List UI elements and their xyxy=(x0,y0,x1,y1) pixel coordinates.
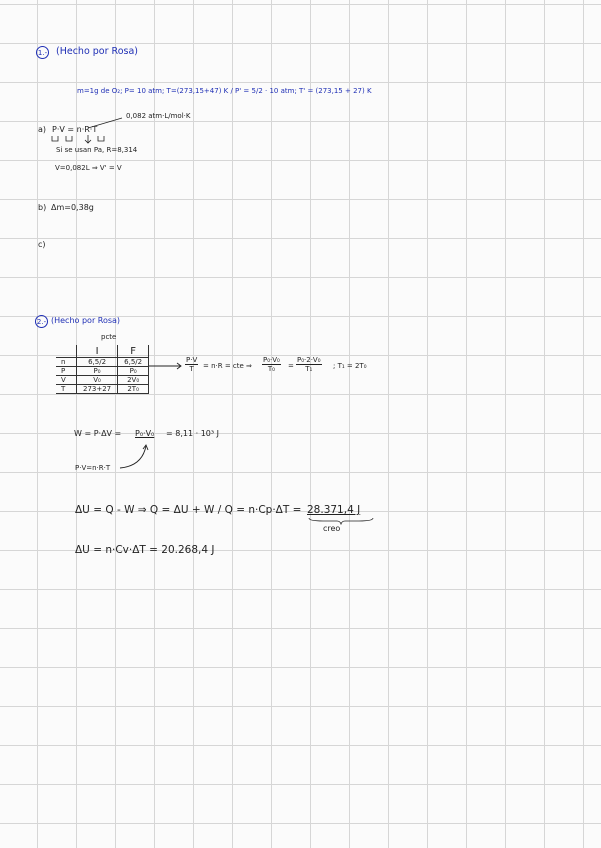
work-prefix: W = P·ΔV = xyxy=(74,429,122,438)
part-b-label: b) xyxy=(38,203,47,212)
curved-arrow-icon xyxy=(114,442,154,472)
table-cell: 273+27 xyxy=(77,385,118,394)
heat-value: 28.371,4 J xyxy=(307,504,361,516)
table-header-cell: F xyxy=(118,345,149,358)
problem-2-title: (Hecho por Rosa) xyxy=(51,316,121,325)
si-se-usan-line: Si se usan Pa, R=8,314 xyxy=(56,146,138,154)
r-value-pointer xyxy=(78,116,128,130)
right-arrow-icon xyxy=(148,362,184,370)
table-cell: 6,5/2 xyxy=(77,358,118,367)
problem-2-number-badge: 2.- xyxy=(35,315,48,328)
table-header-cell: I xyxy=(77,345,118,358)
table-cell: n xyxy=(56,358,77,367)
table-row xyxy=(56,367,149,376)
final-temperature: ; T₁ = 2T₀ xyxy=(333,362,367,370)
table-cell: P₀ xyxy=(77,367,118,376)
part-b-value: Δm=0,38g xyxy=(51,203,94,212)
fraction-pv-over-t: $\frac{P\cdot V}{T}$ xyxy=(186,356,198,373)
part-a-formula: P·V = n·R·T xyxy=(52,125,98,134)
state-table xyxy=(56,345,149,394)
table-header-row xyxy=(56,345,149,358)
equals-sign: = xyxy=(288,362,294,370)
table-cell: P xyxy=(56,367,77,376)
work-underlined-term: P₀·V₀ xyxy=(135,429,155,438)
r-value-note: 0,082 atm·L/mol·K xyxy=(126,112,191,120)
table-row xyxy=(56,385,149,394)
underbrace-mark xyxy=(307,517,375,525)
pcte-label: pcte xyxy=(101,333,117,341)
table-cell: 6,5/2 xyxy=(118,358,149,367)
table-cell: 2V₀ xyxy=(118,376,149,385)
problem-title: (Hecho por Rosa) xyxy=(56,46,139,57)
table-row xyxy=(56,358,149,367)
constant-equation: = n·R = cte ⇒ xyxy=(203,362,252,370)
table-row xyxy=(56,376,149,385)
problem-number-badge: 1.- xyxy=(36,46,49,59)
fraction-final-state: $\frac{\text{P₀·2·V₀}}{\text{T₁}}$ xyxy=(297,356,321,373)
table-cell: T xyxy=(56,385,77,394)
part-c-label: c) xyxy=(38,240,46,249)
table-cell: V xyxy=(56,376,77,385)
volume-line: V=0,082L ⇒ V' = V xyxy=(55,164,122,172)
table-header-cell xyxy=(56,345,77,358)
givens-line: m=1g de O₂; P= 10 atm; T=(273,15+47) K / P' = 5/2 · 10 atm; T' = (273,15 + 27) K xyxy=(77,87,372,95)
table-cell: P₀ xyxy=(118,367,149,376)
table-cell: 2T₀ xyxy=(118,385,149,394)
work-result: = 8,11 · 10³ J xyxy=(166,429,219,438)
ideal-gas-note: P·V=n·R·T xyxy=(75,464,111,472)
creo-note: creo xyxy=(323,524,341,533)
table-cell: V₀ xyxy=(77,376,118,385)
internal-energy-equation: ΔU = n·Cv·ΔT = 20.268,4 J xyxy=(75,544,215,556)
part-a-label: a) xyxy=(38,125,47,134)
fraction-initial-state: $\frac{\text{P₀·V₀}}{\text{T₀}}$ xyxy=(263,356,280,373)
heat-equation: ΔU = Q - W ⇒ Q = ΔU + W / Q = n·Cp·ΔT = xyxy=(75,504,302,516)
